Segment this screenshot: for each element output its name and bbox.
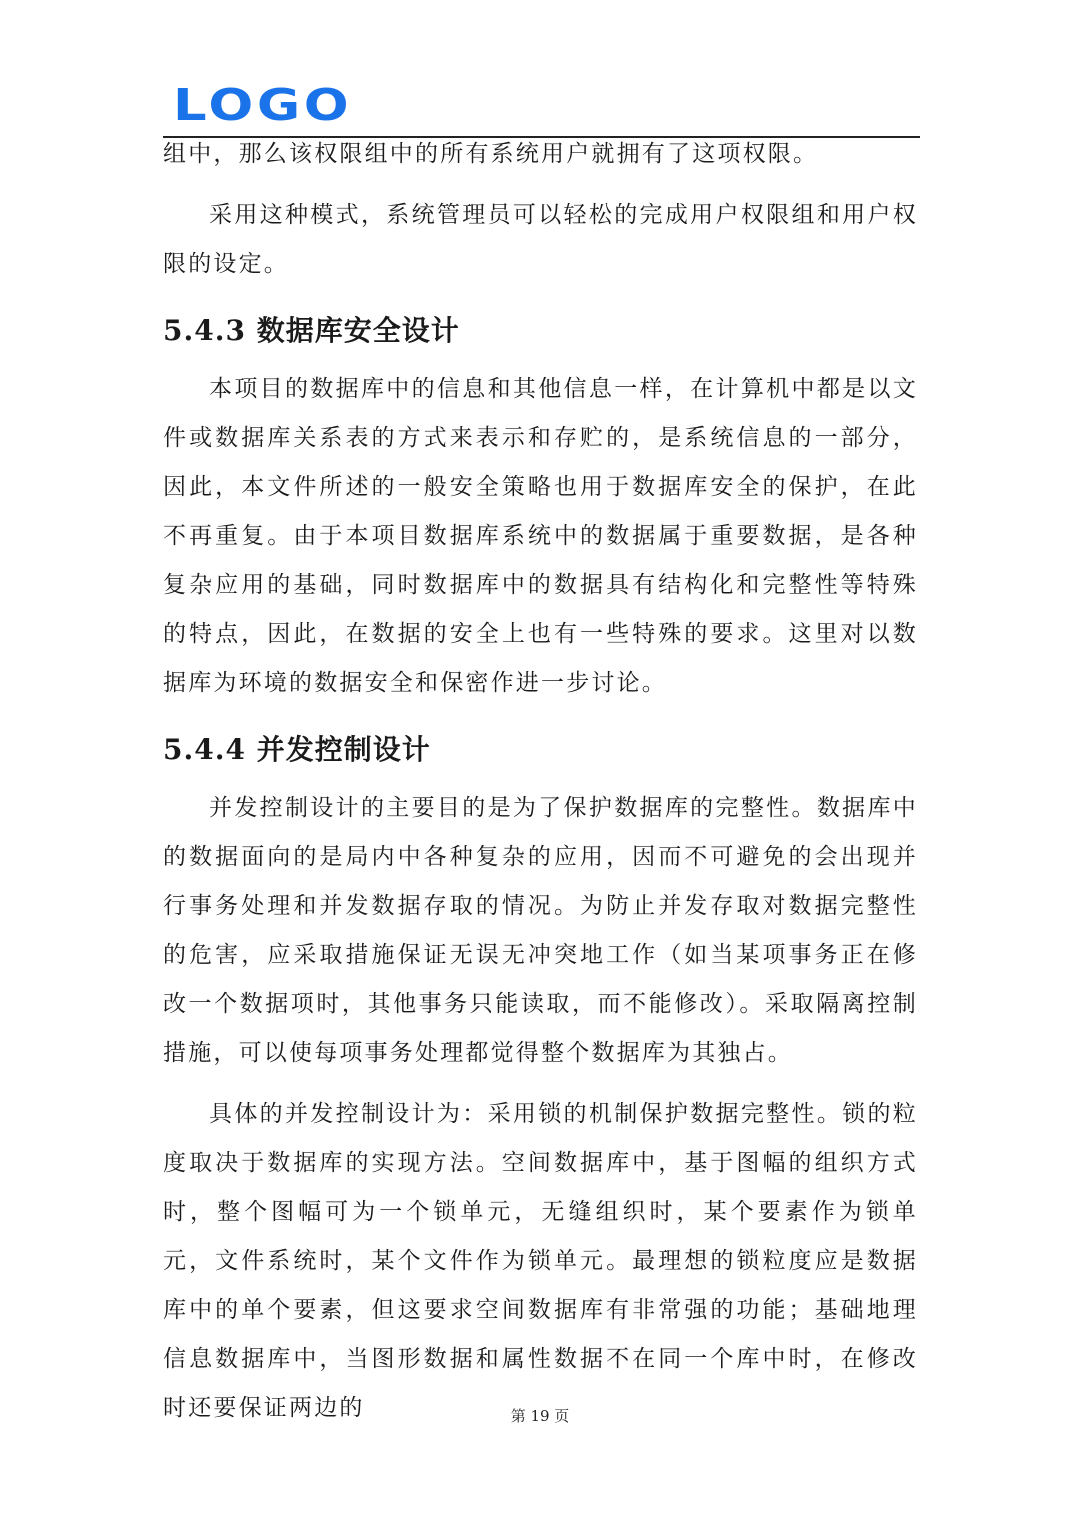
paragraph-continuation: 组中，那么该权限组中的所有系统用户就拥有了这项权限。 — [163, 141, 819, 167]
logo: LOGO — [173, 80, 353, 131]
section-heading-concurrency-control: 5.4.4 并发控制设计 — [163, 733, 431, 766]
paragraph-concurrency-design: 具体的并发控制设计为：采用锁的机制保护数据完整性。锁的粒度取决于数据库的实现方法。空间数据库中，基于图幅的组织方式时，整个图幅可为一个锁单元，无缝组织时，某个要素作为锁单元，文件系统时，某个文件作为锁单元。最理想的锁粒度应是数据库中的单个要素，但这要求空间数据库有非常强的功能；基础地理信息数据库中，当图形数据和属性数据不在同一个库中时，在修改时还要保证两边的 — [163, 1101, 918, 1421]
paragraph-permission-mode: 采用这种模式，系统管理员可以轻松的完成用户权限组和用户权限的设定。 — [163, 202, 918, 277]
paragraph-concurrency-purpose: 并发控制设计的主要目的是为了保护数据库的完整性。数据库中的数据面向的是局内中各种复杂的应用，因而不可避免的会出现并行事务处理和并发数据存取的情况。为防止并发存取对数据完整性的危害，应采取措施保证无误无冲突地工作（如当某项事务正在修改一个数据项时，其他事务只能读取，而不能修改）。采取隔离控制措施，可以使每项事务处理都觉得整个数据库为其独占。 — [163, 795, 918, 1066]
section-heading-database-security: 5.4.3 数据库安全设计 — [163, 314, 460, 347]
paragraph-database-security: 本项目的数据库中的信息和其他信息一样，在计算机中都是以文件或数据库关系表的方式来表示和存贮的，是系统信息的一部分，因此，本文件所述的一般安全策略也用于数据库安全的保护，在此不再重复。由于本项目数据库系统中的数据属于重要数据，是各种复杂应用的基础，同时数据库中的数据具有结构化和完整性等特殊的特点，因此，在数据的安全上也有一些特殊的要求。这里对以数据库为环境的数据安全和保密作进一步讨论。 — [163, 376, 918, 696]
document-body — [163, 130, 918, 1433]
page-number: 第 19 页 — [510, 1407, 570, 1425]
